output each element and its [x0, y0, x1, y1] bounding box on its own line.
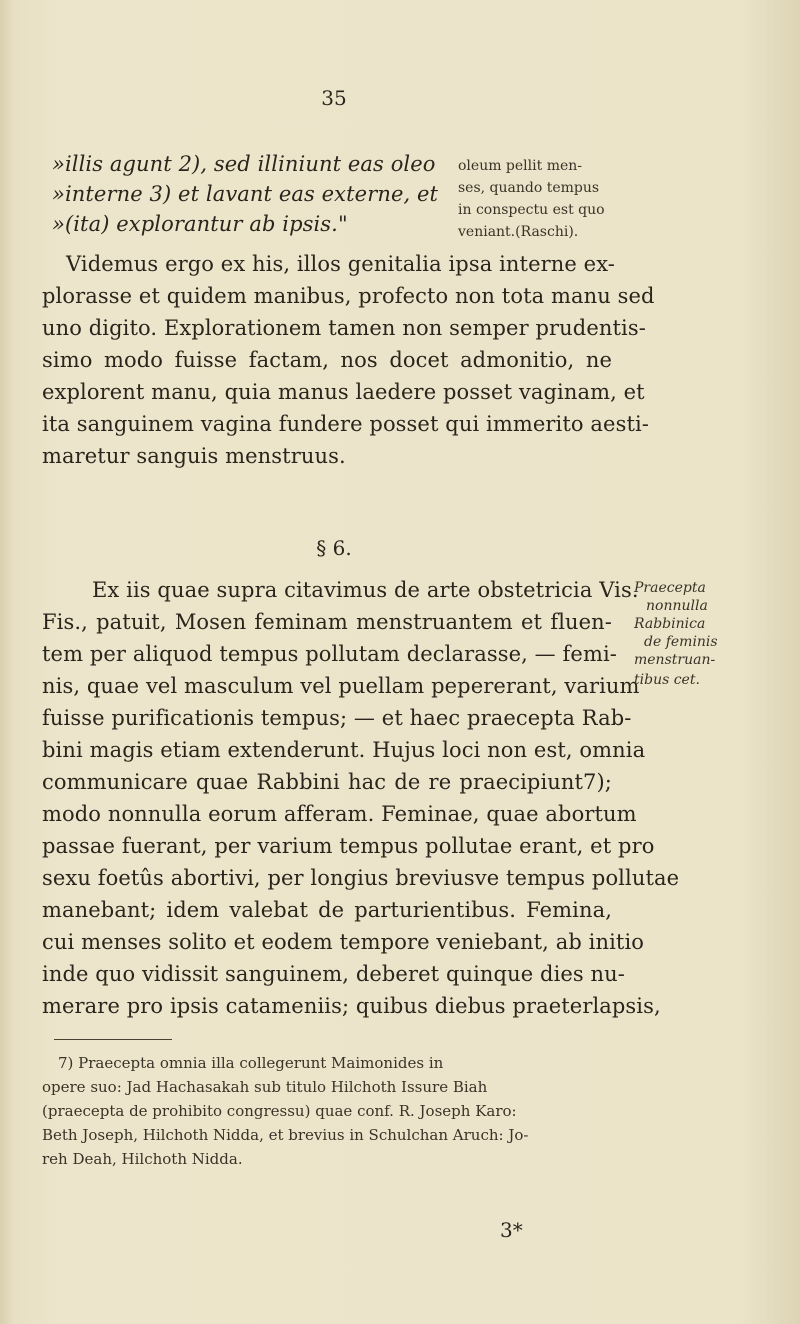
section-heading: § 6. [316, 536, 352, 560]
paragraph2-line-9: passae fuerant, per varium tempus pollutae erant, et pro [42, 834, 655, 858]
paragraph1-line-3: uno digito. Explorationem tamen non semper prudentis- [42, 316, 646, 340]
paragraph2-line-5: fuisse purificationis tempus; — et haec praecepta Rab- [42, 706, 632, 730]
footnote-line-2: opere suo: Jad Hachasakah sub titulo Hilchoth Issure Biah [42, 1078, 488, 1096]
paragraph2-line-2: Fis., patuit, Mosen feminam menstruantem et fluen- [42, 610, 612, 634]
side-note-line-5: menstruan- [634, 652, 716, 668]
side-note-line-3: Rabbinica [634, 616, 706, 632]
side-note-line-2: nonnulla [646, 598, 708, 614]
margin-note-line-2: ses, quando tempus [458, 180, 600, 196]
paragraph2-line-6: bini magis etiam extenderunt. Hujus loci non est, omnia [42, 738, 646, 762]
footnote-line-5: reh Deah, Hilchoth Nidda. [42, 1150, 243, 1168]
paragraph2-line-10: sexu foetûs abortivi, per longius breviusve tempus pollutae [42, 866, 680, 890]
margin-note-line-3: in conspectu est quo [458, 202, 605, 218]
paragraph1-line-5: explorent manu, quia manus laedere posset vaginam, et [42, 380, 645, 404]
paragraph2-line-1: Ex iis quae supra citavimus de arte obstetricia Vis. [92, 578, 639, 602]
side-note-line-6: tibus cet. [634, 672, 700, 688]
paragraph2-line-7: communicare quae Rabbini hac de re praecipiunt7); [42, 770, 612, 794]
paragraph1-line-7: maretur sanguis menstruus. [42, 444, 346, 468]
quote-line-3: »(ita) explorantur ab ipsis." [52, 212, 348, 236]
footnote-rule [54, 1039, 172, 1040]
quote-line-1: »illis agunt 2), sed illiniunt eas oleo [52, 152, 436, 176]
paragraph2-line-4: nis, quae vel masculum vel puellam pepererant, varium [42, 674, 640, 698]
paragraph1-line-1: Videmus ergo ex his, illos genitalia ipsa interne ex- [66, 252, 615, 276]
page-number: 35 [321, 86, 347, 110]
side-note-line-4: de feminis [644, 634, 718, 650]
signature-mark: 3* [500, 1218, 523, 1242]
footnote-line-4: Beth Joseph, Hilchoth Nidda, et brevius in Schulchan Aruch: Jo- [42, 1126, 529, 1144]
paragraph2-line-14: merare pro ipsis catameniis; quibus diebus praeterlapsis, [42, 994, 661, 1018]
paragraph2-line-13: inde quo vidissit sanguinem, deberet quinque dies nu- [42, 962, 626, 986]
paragraph1-line-6: ita sanguinem vagina fundere posset qui immerito aesti- [42, 412, 649, 436]
margin-note-line-4: veniant.(Raschi). [458, 224, 579, 240]
side-note-line-1: Praecepta [634, 580, 706, 596]
paragraph2-line-8: modo nonnulla eorum afferam. Feminae, quae abortum [42, 802, 637, 826]
paragraph2-line-11: manebant; idem valebat de parturientibus. Femina, [42, 898, 612, 922]
paragraph2-line-3: tem per aliquod tempus pollutam declarasse, — femi- [42, 642, 617, 666]
footnote-line-1: 7) Praecepta omnia illa collegerunt Maimonides in [58, 1054, 444, 1072]
quote-line-2: »interne 3) et lavant eas externe, et [52, 182, 439, 206]
paragraph2-line-12: cui menses solito et eodem tempore veniebant, ab initio [42, 930, 645, 954]
paragraph1-line-4: simo modo fuisse factam, nos docet admonitio, ne [42, 348, 612, 372]
footnote-line-3: (praecepta de prohibito congressu) quae conf. R. Joseph Karo: [42, 1102, 517, 1120]
paragraph1-line-2: plorasse et quidem manibus, profecto non tota manu sed [42, 284, 655, 308]
margin-note-line-1: oleum pellit men- [458, 158, 582, 174]
